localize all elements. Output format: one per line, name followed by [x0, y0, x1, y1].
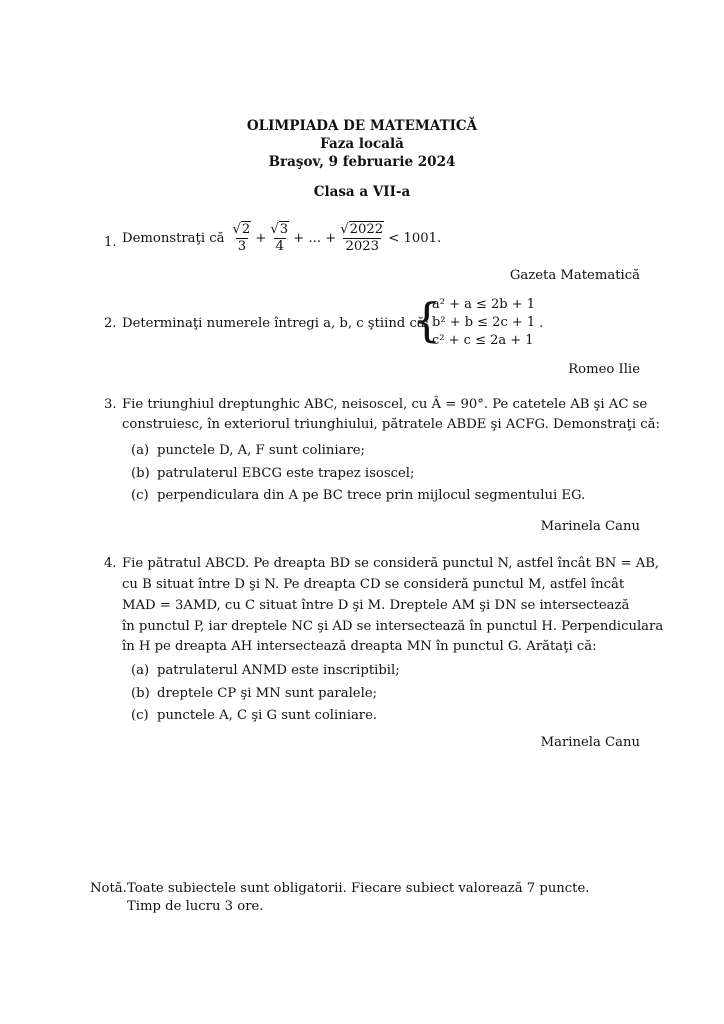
problem-2-author: Romeo Ilie — [568, 362, 640, 377]
system-brace: { — [412, 293, 442, 347]
problem-3-author: Marinela Canu — [540, 519, 640, 534]
problem-3-line-1: Fie triunghiul dreptunghic ABC, neisoscel, cu Â = 90°. Pe catetele AB şi AC se — [122, 397, 648, 412]
problem-1-author: Gazeta Matematică — [509, 268, 640, 283]
problem-4-line-3: MAD = 3AMD, cu C situat între D şi M. Dreptele AM şi DN se intersectează — [122, 598, 630, 613]
exam-place-date: Braşov, 9 februarie 2024 — [268, 154, 456, 170]
problem-4-line-2: cu B situat între D şi N. Pe dreapta CD se consideră punctul M, astfel încât — [122, 577, 625, 592]
exam-phase: Faza locală — [320, 136, 404, 152]
exam-title: OLIMPIADA DE MATEMATICĂ — [246, 118, 478, 134]
problem-4-line-4: în punctul P, iar dreptele NC şi AD se intersectează în punctul H. Perpendiculara — [122, 619, 664, 634]
problem-3-line-2: construiesc, în exteriorul triunghiului, pătratele ABDE şi ACFG. Demonstraţi că: — [122, 417, 660, 432]
system-end-period: . — [539, 316, 544, 331]
problem-4-line-1: Fie pătratul ABCD. Pe dreapta BD se consideră punctul N, astfel încât BN = AB, — [122, 556, 660, 571]
inequality-2: b² + b ≤ 2c + 1 — [432, 315, 536, 330]
problem-3-item-b: (b) patrulaterul EBCG este trapez isoscel; — [131, 466, 415, 481]
problem-1-statement: Demonstraţi că $\frac{√2}{3}$ + $\frac{√3}{4}$ + ... + $\frac{√2022}{2023}$ < 1001. — [122, 222, 442, 254]
problem-3-item-a: (a) punctele D, A, F sunt coliniare; — [131, 443, 365, 458]
fraction-3: $\frac{√2022}{2023}$ — [340, 222, 384, 254]
problem-4-item-c: (c) punctele A, C şi G sunt coliniare. — [131, 708, 378, 723]
note-label: Notă. — [90, 881, 127, 896]
problem-4-item-a: (a) patrulaterul ANMD este inscriptibil; — [131, 663, 400, 678]
problem-3-number: 3. — [104, 397, 117, 412]
problem-3-item-c: (c) perpendiculara din A pe BC trece prin mijlocul segmentului EG. — [131, 488, 586, 503]
note-line-1: Toate subiectele sunt obligatorii. Fiecare subiect valorează 7 puncte. — [127, 881, 590, 896]
problem-4-item-b: (b) dreptele CP şi MN sunt paralele; — [131, 686, 378, 701]
note-line-2: Timp de lucru 3 ore. — [127, 899, 264, 914]
fraction-1: $\frac{√2}{3}$ — [232, 222, 251, 254]
exam-grade: Clasa a VII-a — [313, 184, 411, 200]
inequality-3: c² + c ≤ 2a + 1 — [432, 333, 534, 348]
problem-4-author: Marinela Canu — [540, 735, 640, 750]
problem-2-lead: Determinaţi numerele întregi a, b, c ştiind că: — [122, 316, 430, 331]
problem-4-number: 4. — [104, 556, 117, 571]
problem-1-tail: < 1001. — [388, 231, 442, 246]
inequality-1: a² + a ≤ 2b + 1 — [432, 297, 536, 312]
problem-1-dots: + ... + — [293, 231, 337, 246]
problem-1-lead: Demonstraţi că — [122, 231, 225, 246]
problem-1-number: 1. — [104, 235, 117, 250]
problem-2-number: 2. — [104, 316, 117, 331]
problem-4-line-5: în H pe dreapta AH intersectează dreapta MN în punctul G. Arătaţi că: — [122, 639, 597, 654]
fraction-2: $\frac{√3}{4}$ — [270, 222, 289, 254]
